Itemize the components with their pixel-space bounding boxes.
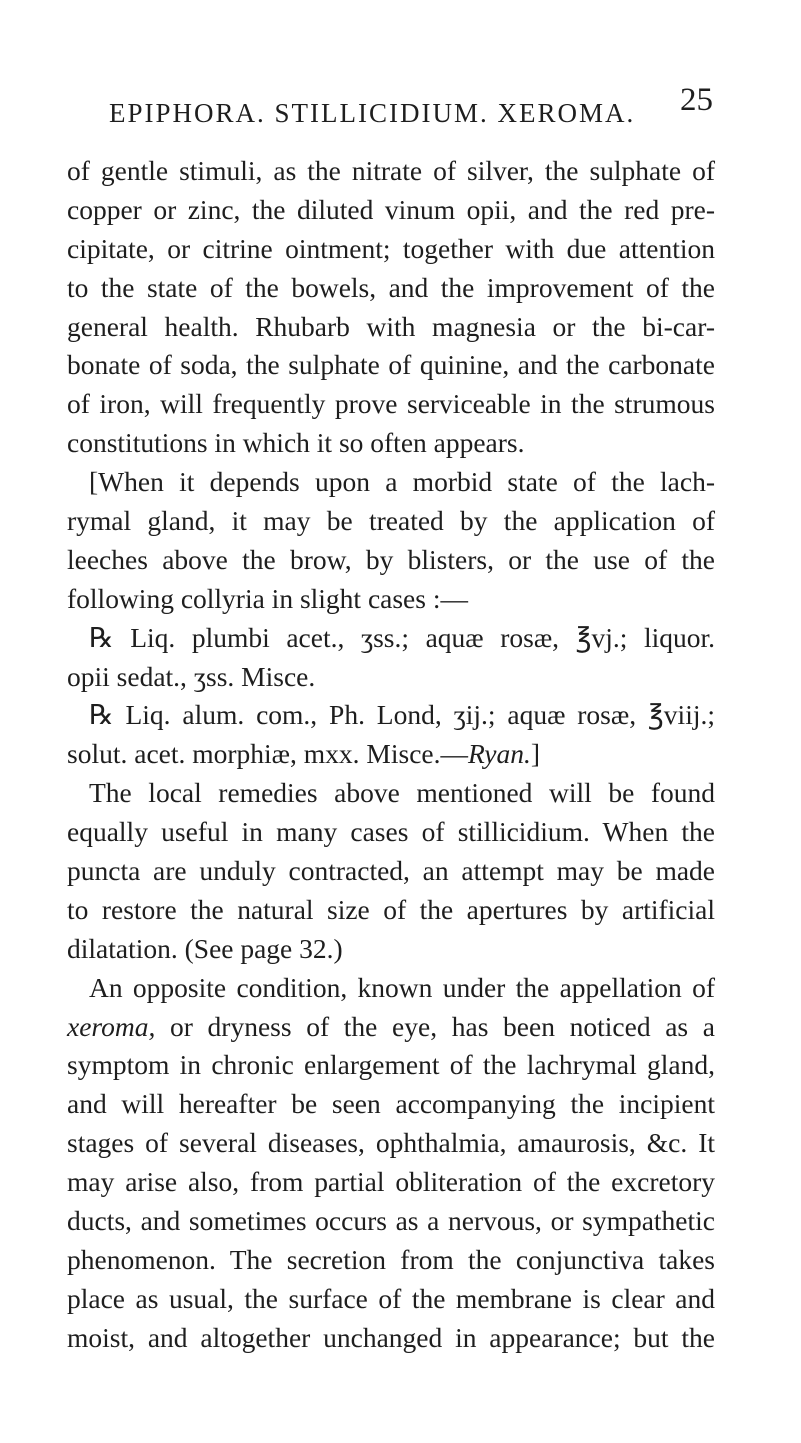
text-line: The local remedies above mentioned will be found: [89, 777, 715, 809]
prescription-line: ℞ Liq. alum. com., Ph. Lond, ʒij.; aquæ rosæ, ℥viij.;: [89, 699, 715, 731]
text-line: to restore the natural size of the apertures by artificial: [67, 893, 715, 925]
text-line: [67, 1008, 715, 1047]
text-line: equally useful in many cases of stillicidium. When the: [67, 816, 715, 848]
text-line: bonate of soda, the sulphate of quinine, and the carbonate: [67, 349, 715, 381]
text-line: following collyria in slight cases :—: [67, 582, 468, 614]
text-line: to the state of the bowels, and the improvement of the: [67, 271, 715, 303]
page-number: 25: [680, 82, 713, 118]
prescription-line: opii sedat., ʒss. Misce.: [67, 660, 316, 692]
prescription-line: [67, 735, 715, 774]
text-line: constitutions in which it so often appears.: [67, 427, 525, 459]
text-line: cipitate, or citrine ointment; together with due attention: [67, 232, 715, 264]
text-line: of gentle stimuli, as the nitrate of silver, the sulphate of: [67, 155, 715, 186]
text-line: and will hereafter be seen accompanying the incipient: [67, 1088, 715, 1120]
text-line: phenomenon. The secretion from the conjunctiva takes: [67, 1243, 715, 1275]
closing-bracket: ]: [530, 738, 541, 770]
text-run: or dryness of the eye, has been noticed as a: [155, 1010, 715, 1042]
running-head: [109, 82, 713, 138]
text-line: general health. Rhubarb with magnesia or the bi-car-: [67, 310, 715, 342]
text-line: symptom in chronic enlargement of the lachrymal gland,: [67, 1049, 715, 1081]
body-text: [67, 152, 715, 1358]
text-line: dilatation. (See page 32.): [67, 932, 343, 964]
text-line: An opposite condition, known under the appellation of: [89, 971, 715, 1003]
text-line: of iron, will frequently prove serviceable in the strumous: [67, 388, 715, 420]
author-citation: Ryan.: [468, 738, 531, 770]
italic-term: xeroma,: [67, 1010, 156, 1042]
text-line: copper or zinc, the diluted vinum opii, and the red pre-: [67, 193, 715, 225]
text-line: rymal gland, it may be treated by the application of: [67, 505, 715, 537]
text-line: [When it depends upon a morbid state of the lach-: [89, 466, 715, 498]
text-line: stages of several diseases, ophthalmia, amaurosis, &c. It: [67, 1127, 715, 1159]
prescription-text: solut. acet. morphiæ, mxx. Misce.—: [67, 738, 468, 770]
text-line: ducts, and sometimes occurs as a nervous, or sympathetic: [67, 1205, 715, 1237]
text-line: moist, and altogether unchanged in appearance; but the: [67, 1321, 715, 1353]
text-line: leeches above the brow, by blisters, or the use of the: [67, 543, 715, 575]
running-head-title: EPIPHORA. STILLICIDIUM. XEROMA.: [109, 98, 636, 128]
text-line: puncta are unduly contracted, an attempt may be made: [67, 855, 715, 887]
text-line: place as usual, the surface of the membrane is clear and: [67, 1282, 715, 1314]
text-line: may arise also, from partial obliteration of the excretory: [67, 1166, 715, 1198]
prescription-line: ℞ Liq. plumbi acet., ʒss.; aquæ rosæ, ℥vj.; liquor.: [89, 621, 715, 653]
